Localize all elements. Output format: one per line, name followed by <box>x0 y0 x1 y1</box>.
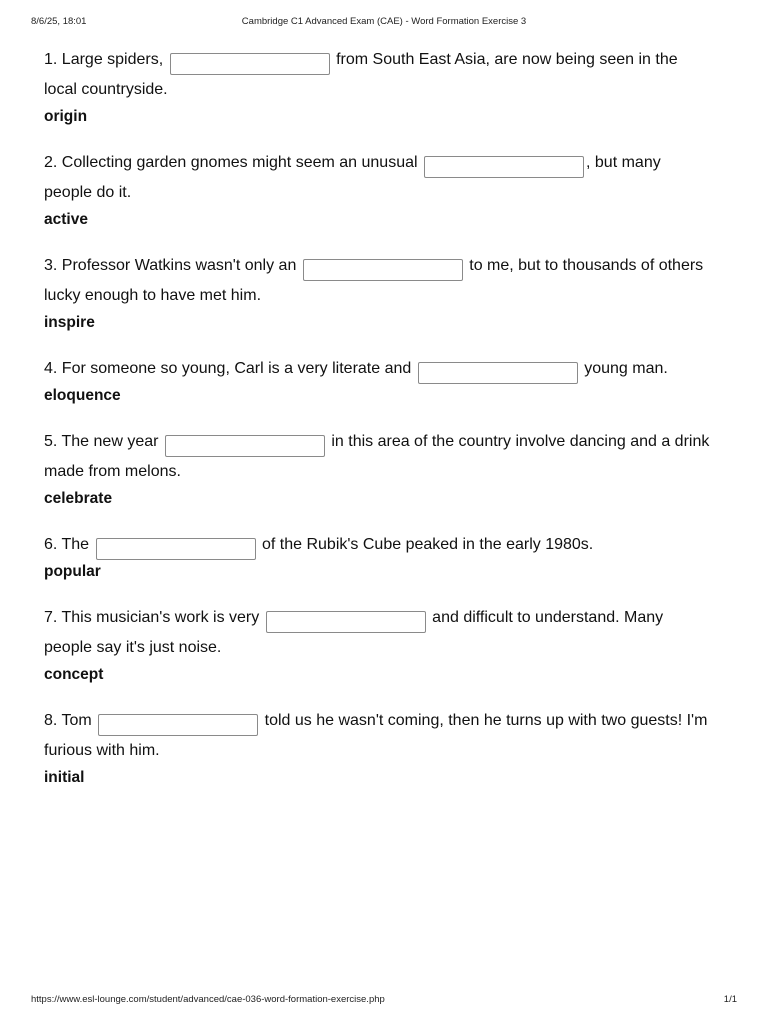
question-sentence <box>44 603 712 663</box>
exercise-content <box>44 45 712 809</box>
question-7 <box>44 603 712 685</box>
question-sentence <box>44 427 712 487</box>
answer-input-3[interactable] <box>303 259 463 281</box>
question-sentence <box>44 251 712 311</box>
sentence-after: to me, but to thousands of others lucky enough to have met him. <box>44 257 704 304</box>
print-page-title: Cambridge C1 Advanced Exam (CAE) - Word Formation Exercise 3 <box>241 16 527 27</box>
root-word: initial <box>44 769 85 786</box>
sentence-before: 5. The new year <box>44 433 159 450</box>
question-2 <box>44 148 712 230</box>
print-footer <box>31 994 737 1008</box>
answer-input-2[interactable] <box>424 156 584 178</box>
question-5 <box>44 427 712 509</box>
root-word: celebrate <box>44 490 113 507</box>
sentence-after: young man. <box>584 360 668 377</box>
question-sentence <box>44 706 712 766</box>
question-3 <box>44 251 712 333</box>
answer-input-7[interactable] <box>266 611 426 633</box>
root-word: origin <box>44 108 88 125</box>
print-header <box>31 16 737 30</box>
sentence-after: from South East Asia, are now being seen in the local countryside. <box>44 51 678 98</box>
sentence-after: told us he wasn't coming, then he turns up with two guests! I'm furious with him. <box>44 712 708 759</box>
root-word: inspire <box>44 314 95 331</box>
question-sentence <box>44 530 712 560</box>
question-4 <box>44 354 712 406</box>
sentence-before: 1. Large spiders, <box>44 51 164 68</box>
sentence-before: 4. For someone so young, Carl is a very literate and <box>44 360 412 377</box>
answer-input-5[interactable] <box>165 435 325 457</box>
page-url: https://www.esl-lounge.com/student/advanced/cae-036-word-formation-exercise.php <box>31 994 385 1005</box>
question-sentence <box>44 148 712 208</box>
sentence-before: 6. The <box>44 536 90 553</box>
question-sentence <box>44 45 712 105</box>
answer-input-6[interactable] <box>96 538 256 560</box>
root-word: popular <box>44 563 101 580</box>
sentence-after: and difficult to understand. Many people say it's just noise. <box>44 609 664 656</box>
sentence-before: 2. Collecting garden gnomes might seem an unusual <box>44 154 418 171</box>
sentence-after: of the Rubik's Cube peaked in the early 1980s. <box>261 536 594 553</box>
sentence-after: in this area of the country involve dancing and a drink made from melons. <box>44 433 710 480</box>
question-6 <box>44 530 712 582</box>
print-datetime: 8/6/25, 18:01 <box>31 16 87 27</box>
question-1 <box>44 45 712 127</box>
question-8 <box>44 706 712 788</box>
answer-input-1[interactable] <box>170 53 330 75</box>
answer-input-4[interactable] <box>418 362 578 384</box>
sentence-before: 7. This musician's work is very <box>44 609 260 626</box>
question-sentence <box>44 354 712 384</box>
root-word: active <box>44 211 88 228</box>
sentence-after: , but many people do it. <box>44 154 661 201</box>
answer-input-8[interactable] <box>98 714 258 736</box>
sentence-before: 8. Tom <box>44 712 92 729</box>
sentence-before: 3. Professor Watkins wasn't only an <box>44 257 297 274</box>
root-word: concept <box>44 666 104 683</box>
page-number: 1/1 <box>723 994 737 1005</box>
root-word: eloquence <box>44 387 121 404</box>
